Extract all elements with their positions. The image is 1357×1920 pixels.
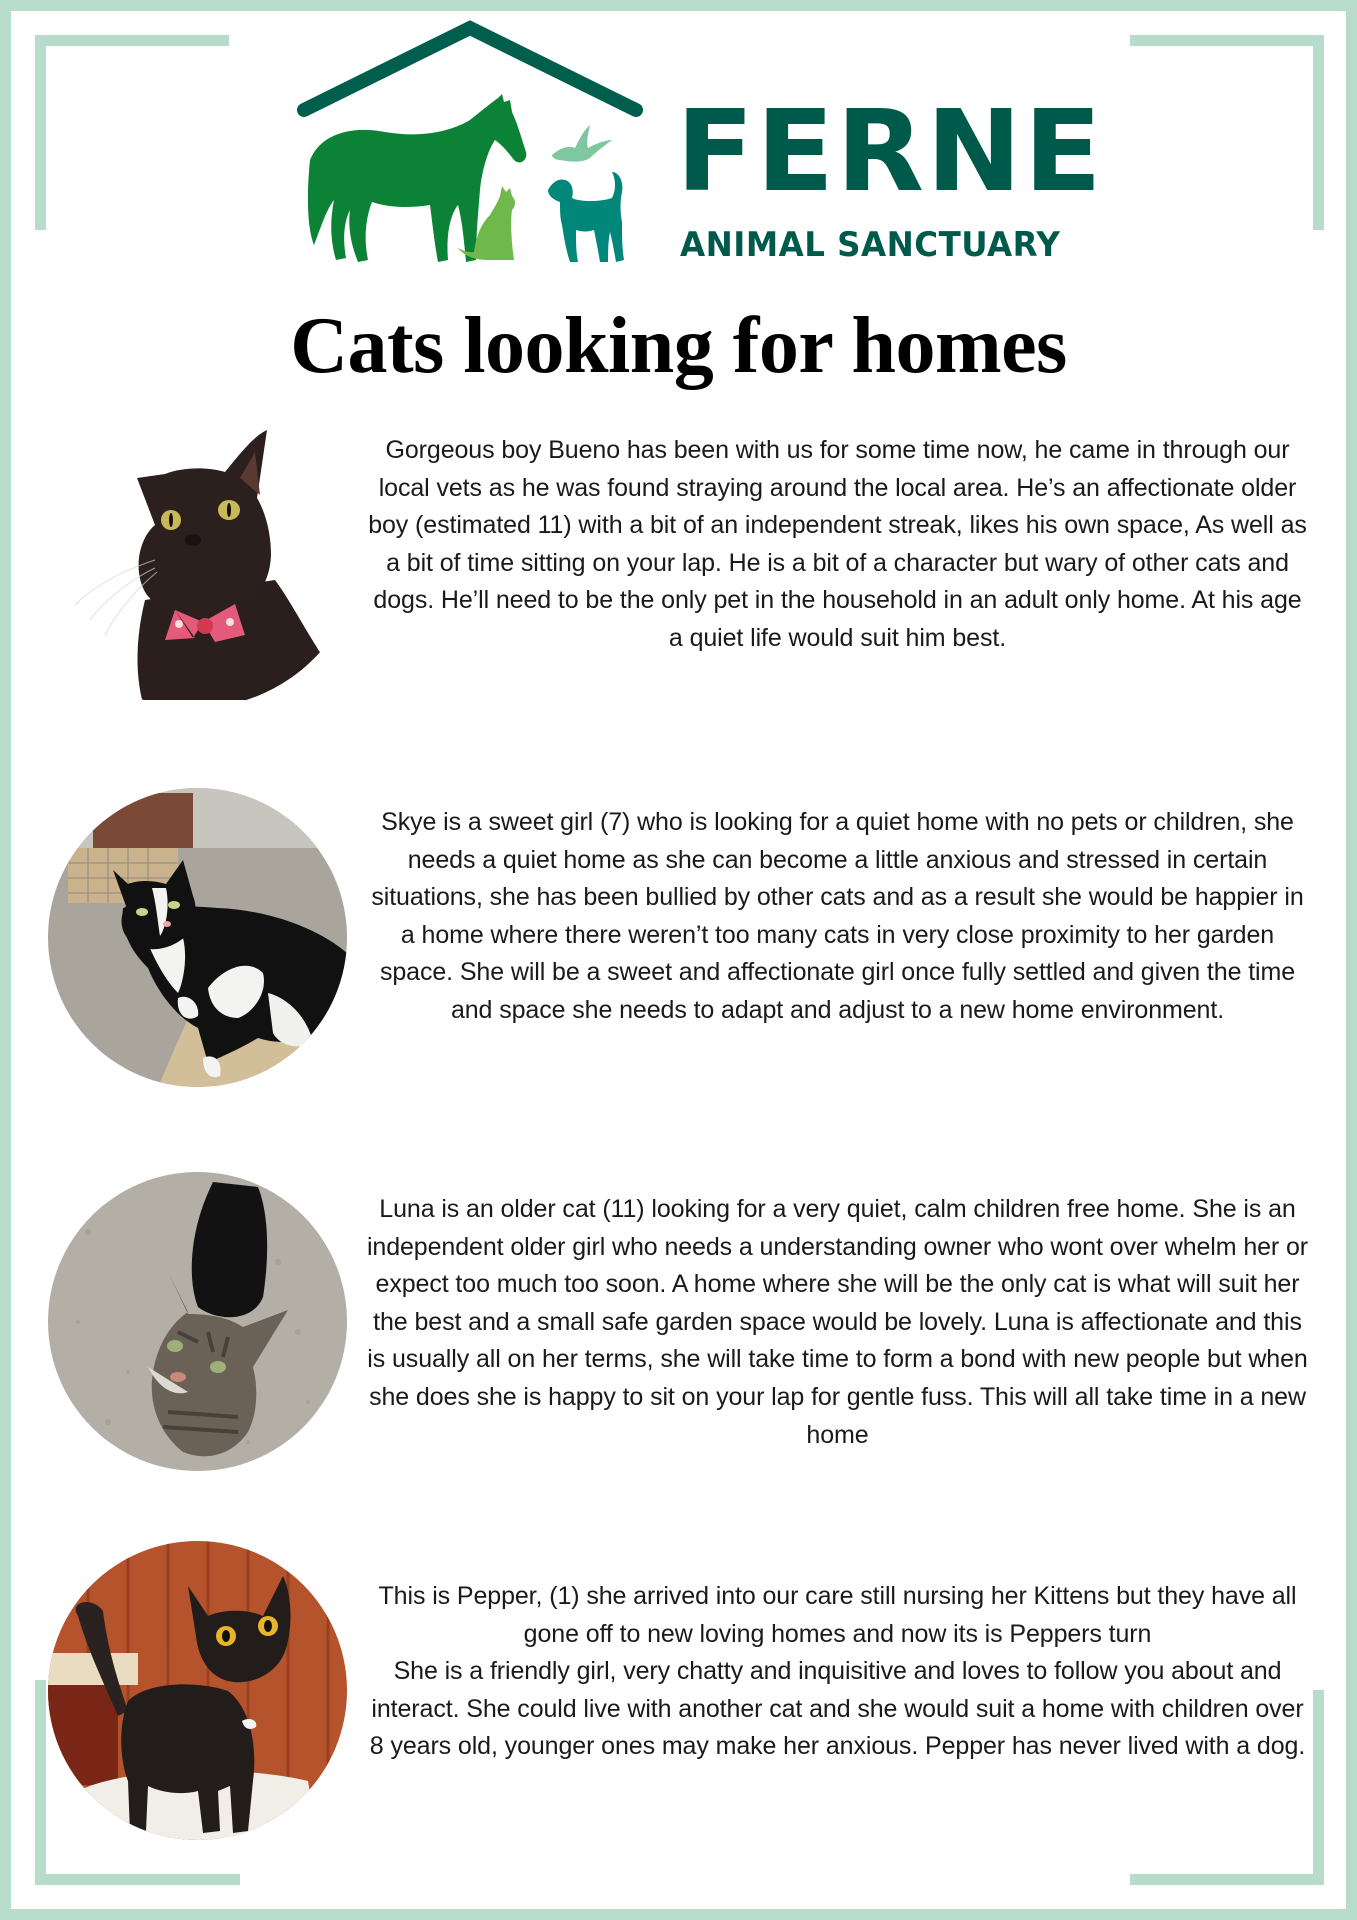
corner-bracket-bottom-right-v [1313, 1690, 1324, 1885]
cat-description-luna: Luna is an older cat (11) looking for a very quiet, calm children free home. She is an independent older girl who needs a understanding owner who wont over whelm her or expect too much too soon. A home where she will be the only cat is what will suit her the best and a small safe garden space would be lovely. Luna is affectionate and this is usually all on her terms, she will take time to form a bond with new people but when she does she is happy to sit on your lap for gentle fuss. This will all take time in a new home [366, 1195, 1309, 1449]
cat-photo-pepper [48, 1541, 347, 1840]
roof-icon [304, 28, 636, 110]
brand-subtitle: ANIMAL SANCTUARY [680, 225, 1061, 265]
bird-icon [552, 125, 612, 162]
black-kitten-photo [48, 1541, 347, 1840]
cat-photo-bueno [75, 410, 325, 700]
sanctuary-logo [290, 20, 1110, 280]
cat-description-skye: Skye is a sweet girl (7) who is looking for a quiet home with no pets or children, she needs a quiet home as she can become a little anxious and stressed in certain situations, she has been bullied by other cats and as a result she would be happier in a home where there weren’t too many cats in very close proximity to her garden space. She will be a sweet and affectionate girl once fully settled and given the time and space she needs to adapt and adjust to a new home environment. [371, 808, 1304, 1024]
cat-description-bueno: Gorgeous boy Bueno has been with us for some time now, he came in through our local vets as he was found straying around the local area. He’s an affectionate older boy (estimated 11) with a bit of an independent streak, likes his own space, As well as a bit of time sitting on your lap. He is a bit of a character but wary of other cats and dogs. He’ll need to be the only pet in the household in an adult only home. At his age a quiet life would suit him best. [368, 436, 1307, 652]
corner-bracket-bottom-right-h [1130, 1874, 1324, 1885]
corner-bracket-top-left-v [35, 35, 46, 230]
corner-bracket-top-right-v [1313, 35, 1324, 230]
corner-bracket-top-right-h [1130, 35, 1324, 46]
cat-photo-luna [48, 1172, 347, 1471]
cat-description-pepper [365, 1578, 1310, 1766]
logo-animals-house-icon [290, 20, 650, 280]
brand-name: FERNE [676, 87, 1104, 217]
page-title: Cats looking for homes [290, 302, 1067, 390]
corner-bracket-top-left-h [35, 35, 229, 46]
dog-icon [548, 172, 624, 262]
black-cat-bowtie-photo [75, 410, 325, 700]
cat-description-pepper-line-2: She is a friendly girl, very chatty and inquisitive and loves to follow you about and interact. She could live with another cat and she would suit a home with children over 8 years old, younger ones may make her anxious. Pepper has never lived with a dog. [369, 1657, 1306, 1761]
cat-description-pepper-line-1: This is Pepper, (1) she arrived into our care still nursing her Kittens but they have all gone off to new loving homes and now its is Peppers turn [378, 1582, 1297, 1648]
corner-bracket-bottom-left-v [35, 1680, 46, 1885]
black-white-cat-photo [48, 788, 347, 1087]
cat-photo-skye [48, 788, 347, 1087]
corner-bracket-bottom-left-h [35, 1874, 240, 1885]
tabby-cat-photo [48, 1172, 347, 1471]
